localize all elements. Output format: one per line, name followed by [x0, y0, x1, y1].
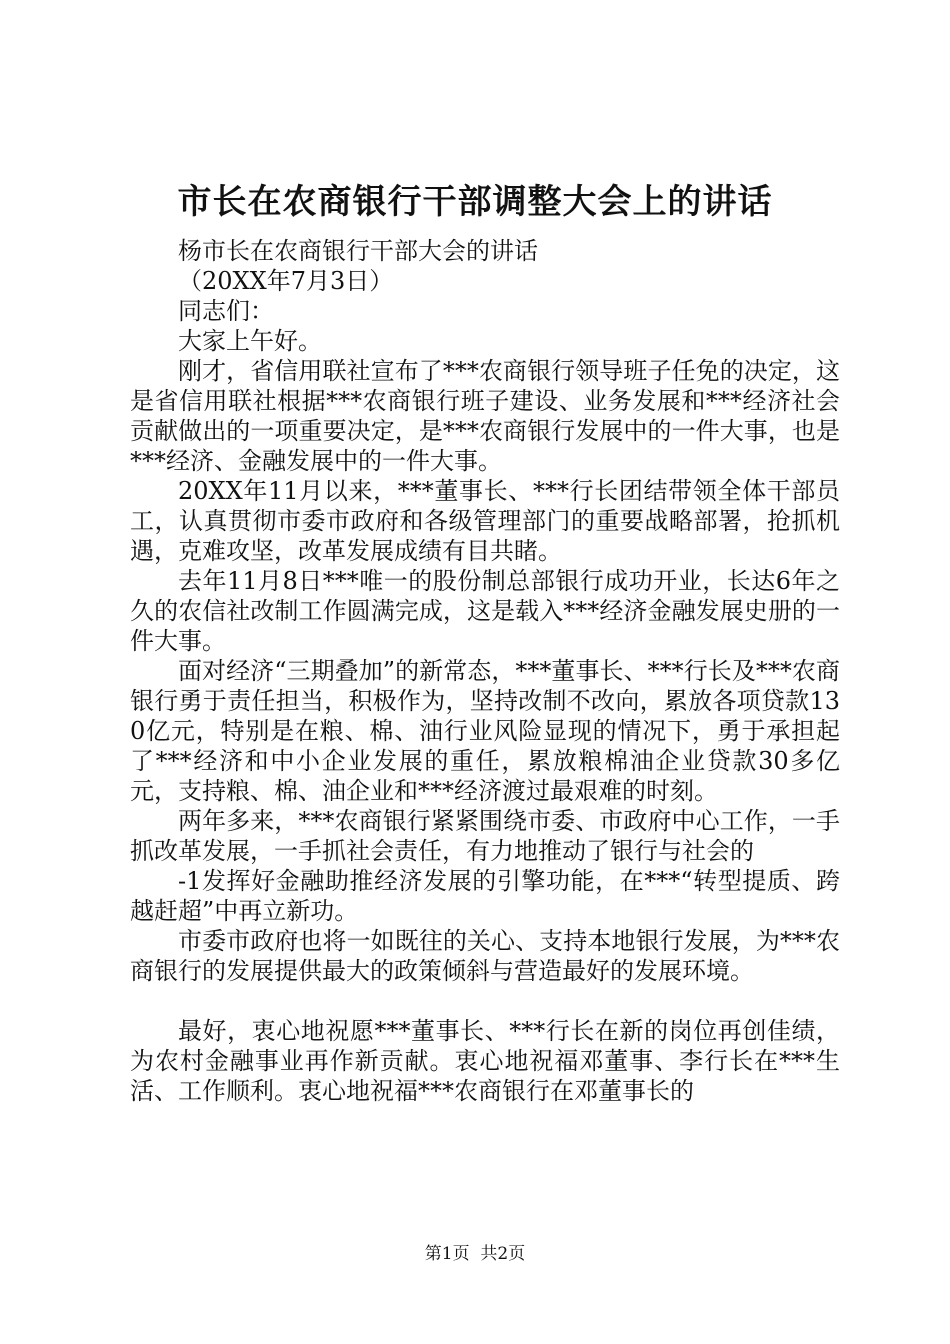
- paragraph: 去年11月8日***唯一的股份制总部银行成功开业，长达6年之久的农信社改制工作圆满完成，这是载入***经济金融发展史册的一件大事。: [130, 567, 840, 655]
- paragraph: -1发挥好金融助推经济发展的引擎功能，在***“转型提质、跨越赶超”中再立新功。: [130, 867, 840, 925]
- paragraph: 刚才，省信用联社宣布了***农商银行领导班子任免的决定，这是省信用联社根据***农商银行班子建设、业务发展和***经济社会贡献做出的一项重要决定，是***农商银行发展中的一件大事，也是***经济、金融发展中的一件大事。: [130, 357, 840, 475]
- paragraph-salutation: 同志们：: [178, 297, 274, 325]
- page-total: 共2页: [480, 1244, 526, 1264]
- document-title: 市长在农商银行干部调整大会上的讲话: [177, 182, 773, 222]
- paragraph-date: （20XX年7月3日）: [178, 267, 394, 295]
- paragraph: 最好，衷心地祝愿***董事长、***行长在新的岗位再创佳绩，为农村金融事业再作新贡献。衷心地祝福邓董事、李行长在***生活、工作顺利。衷心地祝福***农商银行在邓董事长的: [130, 1017, 840, 1105]
- page-number: 第1页: [424, 1244, 470, 1264]
- paragraph-subtitle: 杨市长在农商银行干部大会的讲话: [178, 237, 538, 265]
- paragraph: 面对经济“三期叠加”的新常态，***董事长、***行长及***农商银行勇于责任担当，积极作为，坚持改制不改向，累放各项贷款130亿元，特别是在粮、棉、油行业风险显现的情况下，勇于承担起了***经济和中小企业发展的重任，累放粮棉油企业贷款30多亿元，支持粮、棉、油企业和***经济渡过最艰难的时刻。: [130, 657, 840, 805]
- page-footer: [0, 1242, 950, 1266]
- document-body: [130, 236, 840, 1106]
- paragraph: 20XX年11月以来，***董事长、***行长团结带领全体干部员工，认真贯彻市委市政府和各级管理部门的重要战略部署，抢抓机遇，克难攻坚，改革发展成绩有目共睹。: [130, 477, 840, 565]
- paragraph: 两年多来，***农商银行紧紧围绕市委、市政府中心工作，一手抓改革发展，一手抓社会责任，有力地推动了银行与社会的: [130, 807, 840, 865]
- paragraph-greeting: 大家上午好。: [178, 327, 322, 355]
- paragraph: 市委市政府也将一如既往的关心、支持本地银行发展，为***农商银行的发展提供最大的政策倾斜与营造最好的发展环境。: [130, 927, 840, 985]
